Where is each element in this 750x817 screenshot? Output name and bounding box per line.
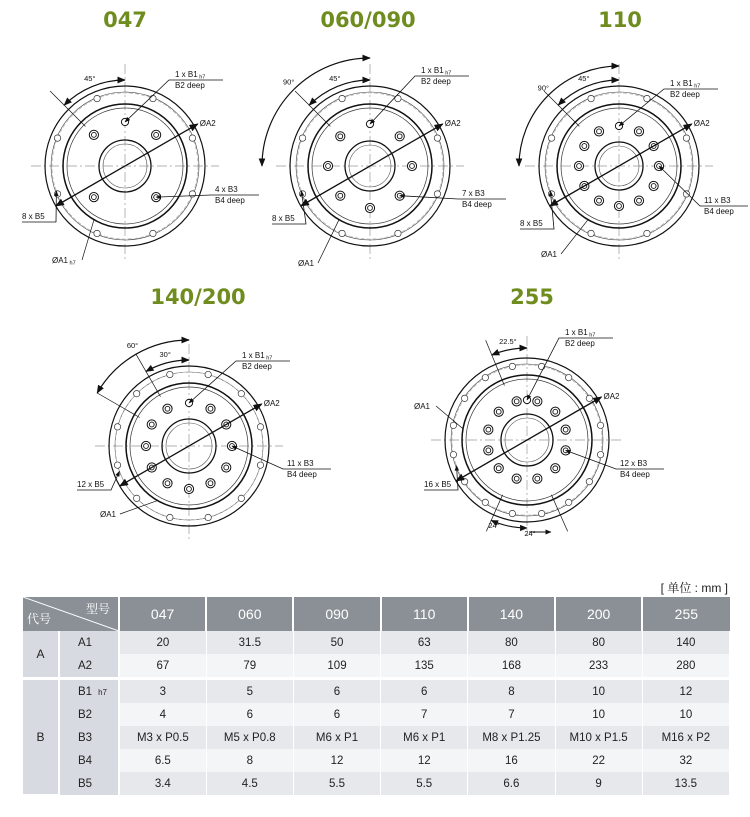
value-cell: M8 x P1.25 (468, 726, 555, 749)
b3-tapped-hole (634, 196, 643, 205)
b5-hole (94, 230, 100, 236)
spec-row-b5 (23, 772, 730, 795)
model-col-060: 060 (206, 597, 293, 631)
unit-label: [ 单位 : mm ] (660, 581, 728, 595)
b3-tapped-hole (494, 407, 503, 416)
header-model-label: 型号 (85, 602, 110, 616)
value-cell: 6 (293, 679, 380, 704)
group-cell-b: B (23, 679, 59, 796)
value-cell: 280 (642, 654, 729, 679)
b3-tapped-hole (163, 404, 172, 413)
model-col-110: 110 (381, 597, 468, 631)
model-col-255: 255 (642, 597, 729, 631)
b3-label: 11 x B3 (704, 196, 731, 205)
b3-tapped-hole (594, 127, 603, 136)
angle-label-a: 45° (578, 74, 590, 84)
b4-label: B4 deep (287, 470, 317, 479)
value-cell: 20 (119, 631, 206, 654)
b4-label: B4 deep (704, 207, 734, 216)
value-cell: 6 (206, 703, 293, 726)
b3-tapped-hole (336, 132, 345, 141)
header-corner (23, 597, 119, 631)
a2-dimension-line (56, 124, 198, 206)
value-cell: M10 x P1.5 (555, 726, 642, 749)
b5-label: 12 x B5 (77, 480, 105, 489)
b1-label: 1 x B1 h7 (421, 66, 452, 77)
b3-tapped-hole (323, 161, 332, 170)
param-key-a2: A2 (59, 654, 119, 679)
value-cell: 5 (206, 679, 293, 704)
b3-tapped-hole (163, 479, 172, 488)
value-cell: 8 (206, 749, 293, 772)
b5-hole (257, 462, 263, 468)
b3-tapped-hole (484, 425, 493, 434)
drawing-title-140-200: 140/200 (150, 285, 246, 309)
value-cell: 8 (468, 679, 555, 704)
b1-label: 1 x B1 h7 (565, 328, 596, 339)
b3-tapped-hole (533, 397, 542, 406)
b3-tapped-hole (407, 161, 416, 170)
value-cell: 50 (293, 631, 380, 654)
angle-reference-line (136, 354, 161, 396)
spec-row-a1 (23, 631, 730, 654)
b3-label: 11 x B3 (287, 459, 314, 468)
b5-hole (167, 371, 173, 377)
b3-tapped-hole (141, 441, 150, 450)
angle-label-a: 45° (329, 74, 341, 84)
param-key-b5: B5 (59, 772, 119, 795)
value-cell: 12 (642, 679, 729, 704)
b3-tapped-hole (512, 397, 521, 406)
param-key-a1: A1 (59, 631, 119, 654)
b5-hole (548, 191, 554, 197)
a1-label: ØA1 (100, 510, 117, 519)
b5-hole (189, 135, 195, 141)
b5-hole (586, 395, 592, 401)
b1-label: 1 x B1 h7 (242, 351, 273, 362)
value-cell: 4.5 (206, 772, 293, 795)
b1-leader (125, 80, 223, 122)
param-key-b4: B4 (59, 749, 119, 772)
b5-hole (238, 390, 244, 396)
flange-drawing-110 (519, 64, 748, 260)
b5-hole (54, 191, 60, 197)
b3-tapped-hole (561, 425, 570, 434)
drawing-title-110: 110 (598, 8, 642, 32)
model-col-200: 200 (555, 597, 642, 631)
group-cell-a: A (23, 631, 59, 679)
b3-tapped-hole (551, 407, 560, 416)
b3-label: 7 x B3 (462, 189, 485, 198)
value-cell: 63 (381, 631, 468, 654)
b3-tapped-hole (594, 196, 603, 205)
b5-hole (482, 499, 488, 505)
b5-hole (257, 424, 263, 430)
value-cell: M3 x P0.5 (119, 726, 206, 749)
value-cell: M16 x P2 (642, 726, 729, 749)
b3-tapped-hole (336, 191, 345, 200)
b5-label: 8 x B5 (520, 219, 543, 228)
angle-label-d1: 24° (488, 521, 500, 530)
spec-row-b3 (23, 726, 730, 749)
spec-row-b2 (23, 703, 730, 726)
b5-hole (133, 495, 139, 501)
b5-hole (299, 191, 305, 197)
flange-drawing-060-090 (262, 58, 506, 268)
flange-drawing-140-200 (77, 340, 331, 540)
b5-hole (299, 135, 305, 141)
b1-label: 1 x B1 h7 (175, 70, 206, 81)
b5-hole (586, 478, 592, 484)
value-cell: 135 (381, 654, 468, 679)
value-cell: 9 (555, 772, 642, 795)
angle-label-a: 30° (159, 350, 171, 360)
b3-tapped-hole (494, 464, 503, 473)
b3-label: 12 x B3 (620, 459, 648, 468)
param-tolerance: h7 (98, 687, 107, 697)
b5-hole (565, 374, 571, 380)
b5-hole (509, 510, 515, 516)
param-key-b1: B1 h7 (59, 679, 119, 704)
b1-leader (370, 76, 469, 124)
b4-label: B4 deep (620, 470, 650, 479)
b3-tapped-hole (484, 446, 493, 455)
value-cell: 4 (119, 703, 206, 726)
b5-hole (434, 135, 440, 141)
b3-tapped-hole (395, 132, 404, 141)
b5-hole (133, 390, 139, 396)
b3-tapped-hole (634, 127, 643, 136)
b4-label: B4 deep (462, 200, 492, 209)
b4-label: B4 deep (215, 196, 245, 205)
b5-hole (150, 230, 156, 236)
b3-tapped-hole (649, 181, 658, 190)
b2-label: B2 deep (670, 90, 700, 99)
value-cell: 6 (293, 703, 380, 726)
angle-label-a: 22.5° (499, 336, 517, 346)
header-code-label: 代号 (27, 612, 52, 626)
value-cell: 16 (468, 749, 555, 772)
value-cell: 5.5 (293, 772, 380, 795)
b5-hole (509, 363, 515, 369)
value-cell: 80 (468, 631, 555, 654)
a1-leader (436, 406, 463, 429)
spec-row-b1 (23, 679, 730, 704)
angle-label-a: 45° (84, 74, 96, 84)
value-cell: 140 (642, 631, 729, 654)
b5-hole (339, 95, 345, 101)
b3-tapped-hole (89, 130, 98, 139)
value-cell: 32 (642, 749, 729, 772)
value-cell: 168 (468, 654, 555, 679)
model-col-047: 047 (119, 597, 206, 631)
a2-label: ØA2 (263, 399, 280, 408)
value-cell: 22 (555, 749, 642, 772)
angle-label-c: 60° (126, 341, 139, 351)
spec-row-b4 (23, 749, 730, 772)
b5-hole (434, 191, 440, 197)
a1-leader (82, 220, 94, 260)
spec-table (23, 597, 730, 796)
drawing-title-060-090: 060/090 (320, 8, 416, 32)
b3-tapped-hole (147, 420, 156, 429)
a2-dimension-line (301, 124, 443, 206)
a1-label: ØA1 h7 (52, 256, 76, 267)
b3-tapped-hole (89, 193, 98, 202)
spec-row-a2 (23, 654, 730, 679)
b5-hole (450, 422, 456, 428)
b5-hole (54, 135, 60, 141)
b5-hole (683, 191, 689, 197)
b5-hole (461, 395, 467, 401)
flange-drawing-047 (22, 64, 259, 267)
b3-tapped-hole (551, 464, 560, 473)
value-cell: 67 (119, 654, 206, 679)
a2-label: ØA2 (444, 119, 461, 128)
b3-leader (400, 196, 506, 199)
value-cell: 7 (468, 703, 555, 726)
value-cell: 79 (206, 654, 293, 679)
value-cell: 6 (381, 679, 468, 704)
b3-tapped-hole (512, 474, 521, 483)
b3-tapped-hole (574, 161, 583, 170)
b5-label: 16 x B5 (424, 480, 452, 489)
value-cell: 5.5 (381, 772, 468, 795)
b5-hole (482, 374, 488, 380)
value-cell: 13.5 (642, 772, 729, 795)
value-cell: M5 x P0.8 (206, 726, 293, 749)
param-key-b3: B3 (59, 726, 119, 749)
drawing-title-047: 047 (103, 8, 147, 32)
b5-hole (205, 371, 211, 377)
b2-label: B2 deep (242, 362, 272, 371)
drawing-title-255: 255 (510, 285, 554, 309)
angle-arc-a (492, 348, 527, 355)
a2-label: ØA2 (693, 119, 710, 128)
b2-label: B2 deep (421, 77, 451, 86)
value-cell: 7 (381, 703, 468, 726)
b5-label: 8 x B5 (22, 212, 45, 221)
a1-label: ØA1 (541, 250, 558, 259)
b5-hole (548, 135, 554, 141)
b5-hole (644, 230, 650, 236)
value-cell: 31.5 (206, 631, 293, 654)
b5-hole (150, 95, 156, 101)
b5-hole (450, 451, 456, 457)
a1-label: ØA1 (414, 402, 431, 411)
value-cell: 10 (642, 703, 729, 726)
b5-hole (565, 499, 571, 505)
b5-label: 8 x B5 (272, 214, 295, 223)
b2-label: B2 deep (565, 339, 595, 348)
b5-hole (339, 230, 345, 236)
value-cell: 80 (555, 631, 642, 654)
b5-hole (461, 478, 467, 484)
b5-hole (683, 135, 689, 141)
a2-dimension-line (456, 397, 601, 481)
b5-hole (597, 422, 603, 428)
value-cell: M6 x P1 (381, 726, 468, 749)
value-cell: 6.6 (468, 772, 555, 795)
a1-leader (120, 501, 158, 514)
flange-drawing-255 (414, 328, 664, 538)
b3-label: 4 x B3 (215, 185, 238, 194)
value-cell: 3.4 (119, 772, 206, 795)
a2-label: ØA2 (603, 392, 620, 401)
b5-hole (588, 230, 594, 236)
b3-tapped-hole (184, 484, 193, 493)
b3-tapped-hole (206, 404, 215, 413)
b3-tapped-hole (206, 479, 215, 488)
b5-hole (395, 230, 401, 236)
value-cell: M6 x P1 (293, 726, 380, 749)
param-key-b2: B2 (59, 703, 119, 726)
b5-hole (94, 95, 100, 101)
b5-hole (114, 424, 120, 430)
b3-tapped-hole (365, 203, 374, 212)
b3-tapped-hole (614, 201, 623, 210)
value-cell: 233 (555, 654, 642, 679)
model-col-090: 090 (293, 597, 380, 631)
value-cell: 10 (555, 679, 642, 704)
b5-hole (597, 451, 603, 457)
value-cell: 12 (293, 749, 380, 772)
b5-hole (538, 510, 544, 516)
angle-label-d2: 24° (524, 529, 536, 538)
b3-tapped-hole (152, 130, 161, 139)
a2-label: ØA2 (199, 119, 216, 128)
b5-hole (205, 514, 211, 520)
b2-label: B2 deep (175, 81, 205, 90)
spec-table-header (23, 597, 730, 631)
b5-hole (588, 95, 594, 101)
b3-leader (566, 450, 664, 469)
value-cell: 10 (555, 703, 642, 726)
angle-label-c: 90° (283, 77, 295, 87)
b3-tapped-hole (533, 474, 542, 483)
value-cell: 3 (119, 679, 206, 704)
angle-reference-line (97, 393, 139, 418)
value-cell: 109 (293, 654, 380, 679)
value-cell: 12 (381, 749, 468, 772)
b3-tapped-hole (222, 463, 231, 472)
a1-label: ØA1 (298, 259, 315, 268)
model-col-140: 140 (468, 597, 555, 631)
b5-hole (238, 495, 244, 501)
angle-label-c: 90° (537, 83, 550, 93)
value-cell: 6.5 (119, 749, 206, 772)
a2-dimension-line (550, 124, 692, 206)
b5-hole (167, 514, 173, 520)
b1-label: 1 x B1 h7 (670, 79, 701, 90)
b5-hole (114, 462, 120, 468)
b3-tapped-hole (580, 141, 589, 150)
